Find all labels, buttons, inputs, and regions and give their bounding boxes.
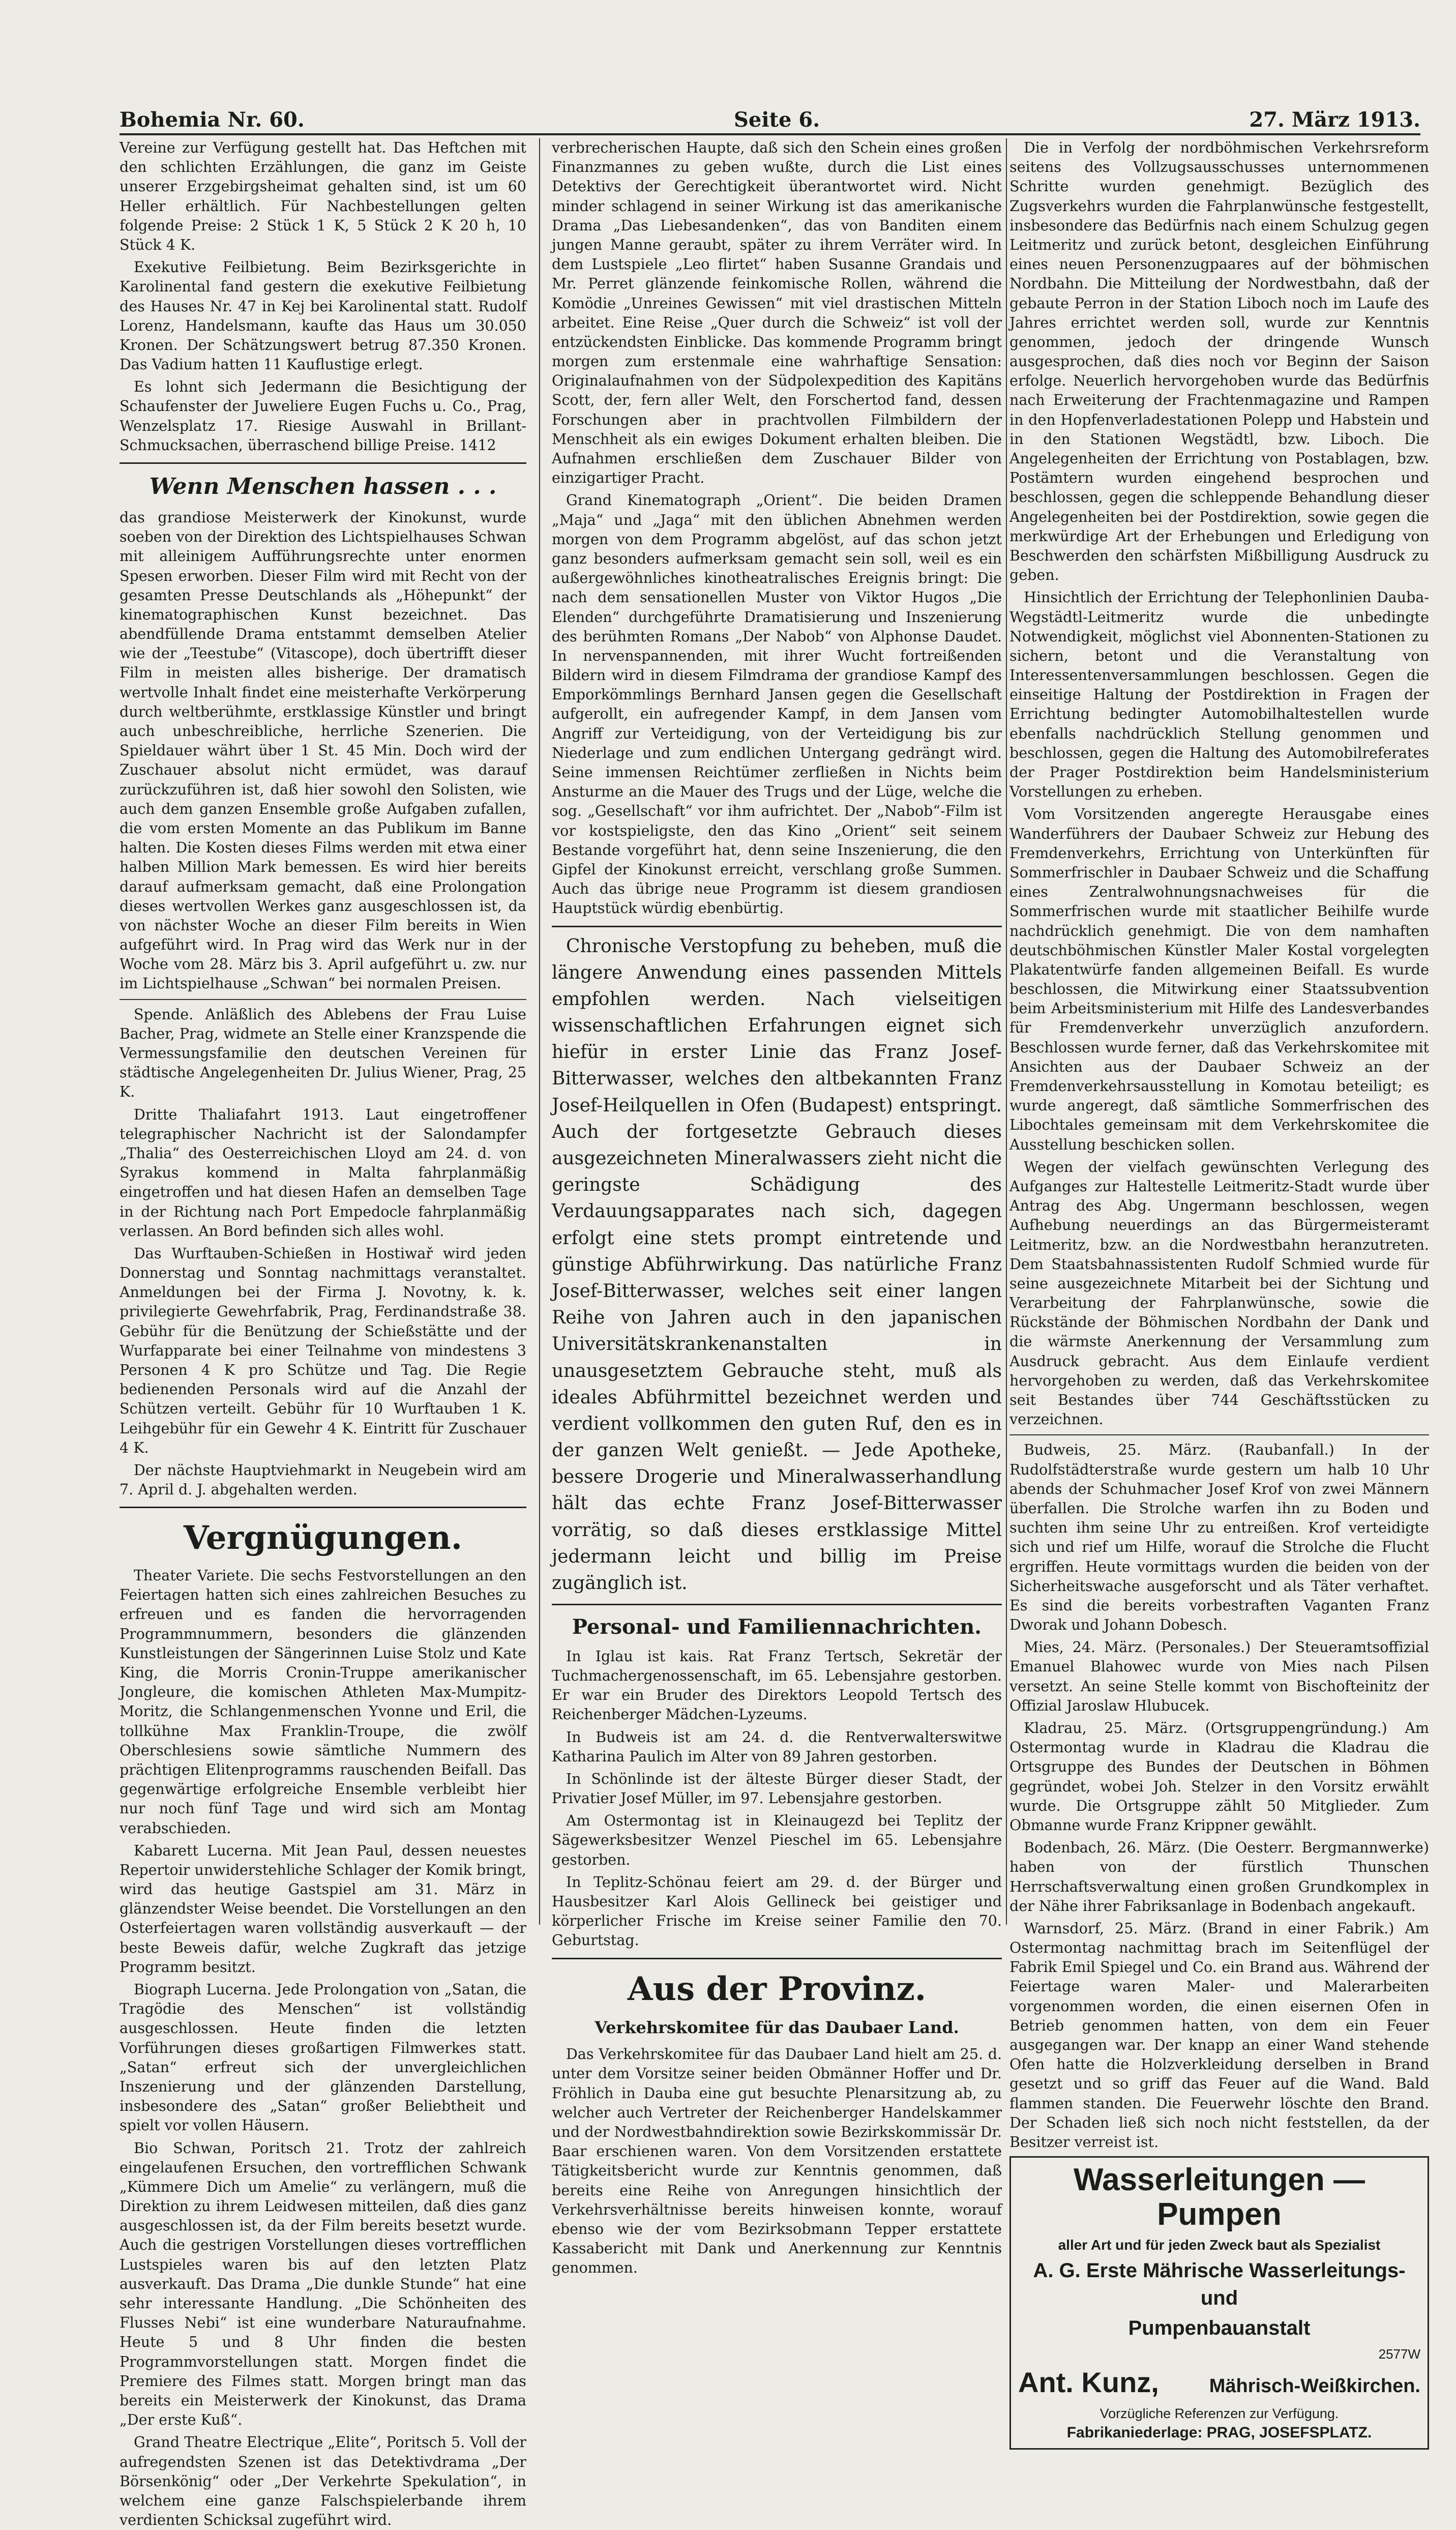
article-paragraph: Spende. Anläßlich des Ablebens der Frau Luise Bacher, Prag, widmete an Stelle einer Kranzspende die Vermessungsfamilie den deutschen Vereinen für städtische Angelegenheiten Dr. Julius Wiener, Prag, 25 K. [120, 1006, 526, 1101]
section-title: Personal- und Familiennachrichten. [572, 1615, 982, 1639]
ad-tagline: aller Art und für jeden Zweck baut als Spezialist [1058, 2237, 1381, 2253]
section-rule [120, 1507, 526, 1508]
ad-references: Vorzügliche Referenzen zur Verfügung. [1100, 2405, 1339, 2421]
section-rule [1009, 1434, 1429, 1435]
article-paragraph: Dritte Thaliafahrt 1913. Laut eingetroffener telegraphischer Nachricht ist der Salondampfer „Thalia“ des Oesterreichischen Lloyd am 24. d. von Syrakus kommend in Malta fahrplanmäßig eingetroffen und hat diesen Hafen an demselben Tage in der Richtung nach Port Empedocle fahrplanmäßig verlassen. An Bord befinden sich alles wohl. [120, 1106, 526, 1240]
article-paragraph: Theater Variete. Die sechs Festvorstellungen an den Feiertagen hatten sich eines zahlreichen Besuches zu erfreuen und es fanden die hervorragenden Programmnummern, besonders die glänzenden Kunstleistungen der Sängerinnen Luise Stolz und Kate King, die Morris Cronin-Truppe amerikanischer Jongleure, die komischen Athleten Max-Mumpitz-Moritz, die Schlangenmenschen Yvonne und Eril, die tollkühne Max Franklin-Troupe, die zwölf Oberschlesiens sowie sämtliche Nummern des prächtigen Elitenprogramms rauschenden Beifall. Das gegenwärtige erfolgreiche Ensemble verbleibt hier nur noch fünf Tage und wird sich am Montag verabschieden. [120, 1567, 526, 1837]
ad-city: Mährisch-Weißkirchen. [1209, 2375, 1420, 2397]
header-date: 27. März 1913. [1249, 107, 1420, 132]
ad-headline: Wasserleitungen — Pumpen [1073, 2162, 1365, 2232]
article-paragraph: In Schönlinde ist der älteste Bürger dieser Stadt, der Privatier Josef Müller, im 97. Lebensjahre gestorben. [552, 1770, 1002, 1807]
article-paragraph: Vom Vorsitzenden angeregte Herausgabe eines Wanderführers der Daubaer Schweiz zur Hebung des Fremdenverkehrs, Errichtung von Unterkünften für Sommerfrischler in Daubaer Schweiz und die Schaffung eines Zentralwohnungsnachweises für die Sommerfrischen wurde mit staatlicher Beihilfe wurde nachdrücklich genehmigt. Die von dem namhaften deutschböhmischen Künstler Maler Kostal vorgelegten Plakatentwürfe fanden allgemeinen Beifall. Es wurde beschlossen, die Mitwirkung einer Staatssubvention beim Arbeitsministerium mit Hilfe des Landesverbandes für Fremdenverkehr unverzüglich anzufordern. Beschlossen wurde ferner, daß das Verkehrskomitee mit Ansichten aus der Daubaer Schweiz an der Fremdenverkehrsausstellung in Komotau beteiligt; es wurde angeregt, daß sämtliche Sommerfrischen des Libochtales gemeinsam mit dem Verkehrskomitee die Ausstellung beschicken sollen. [1009, 806, 1429, 1153]
section-subtitle: Verkehrskomitee für das Daubaer Land. [595, 2018, 959, 2038]
section-title: Vergnügungen. [183, 1519, 463, 1557]
ad-address: Fabrikaniederlage: PRAG, JOSEFSPLATZ. [1066, 2424, 1372, 2441]
ad-firm-line-1: A. G. Erste Mährische Wasserleitungs- und [1033, 2259, 1406, 2309]
ad-code: 2577W [1378, 2346, 1420, 2362]
section-rule [552, 1604, 1002, 1605]
article-paragraph: Kladrau, 25. März. (Ortsgruppengründung.) Am Ostermontag wurde in Kladrau die Kladrau die Ortsgruppe des Bundes der Deutschen in Böhmen gegründet, wobei Joh. Stelzer in den Vorsitz erwählt wurde. Die Ortsgruppe zählt 50 Mitglieder. Zum Obmanne wurde Franz Krippner gewählt. [1009, 1720, 1429, 1834]
article-paragraph: Bodenbach, 26. März. (Die Oesterr. Bergmannwerke) haben von der fürstlich Thunschen Herrschaftsverwaltung einen großen Grundkomplex in der Nähe ihrer Fabriksanlage in Bodenbach angekauft. [1009, 1839, 1429, 1915]
ad-company-name: Ant. Kunz, [1018, 2366, 1159, 2398]
article-paragraph: Das Wurftauben-Schießen in Hostiwař wird jeden Donnerstag und Sonntag nachmittags veranstaltet. Anmeldungen bei der Firma J. Novotny, k. k. privilegierte Gewehrfabrik, Prag, Ferdinandstraße 38. Gebühr für die Benützung der Schießstätte und der Wurfapparate bei einer Teilnahme von mindestens 3 Personen 4 K pro Schütze und Tag. Die Regie bedienenden Personals wird auf die Anzahl der Schützen verteilt. Gebühr für 10 Wurftauben 1 K. Leihgebühr für ein Gewehr 4 K. Eintritt für Zuschauer 4 K. [120, 1245, 526, 1456]
article-paragraph: Hinsichtlich der Errichtung der Telephonlinien Dauba-Wegstädtl-Leitmeritz wurde die unbedingte Notwendigkeit, möglichst viel Abonnenten-Stationen zu sichern, betont und die Veranstaltung von Interessentenversammlungen beschlossen. Gegen die einseitige Haltung der Postdirektion in Fragen der Errichtung bedingter Automobilhaltestellen wurde ebenfalls nachdrücklich Stellung genommen und beschlossen, gegen die Haltung des Automobilreferates der Prager Postdirektion beim Handelsministerium Vorstellungen zu erheben. [1009, 589, 1429, 801]
article-paragraph: das grandiose Meisterwerk der Kinokunst, wurde soeben von der Direktion des Lichtspielhauses Schwan mit alleinigem Aufführungsrechte unter enormen Spesen erworben. Dieser Film wird mit Recht von der gesamten Presse Deutschlands als „Höhepunkt“ der kinematographischen Kunst bezeichnet. Das abendfüllende Drama entstammt demselben Atelier wie der „Teestube“ (Vitascope), doch übertrifft dieser Film in meisten alles bisherige. Der dramatisch wertvolle Inhalt findet eine meisterhafte Verkörperung durch weltberühmte, erstklassige Künstler und bringt auch unbeschreibliche, herrliche Szenerien. Die Spieldauer währt über 1 St. 45 Min. Doch wird der Zuschauer absolut nicht ermüdet, was darauf zurückzuführen ist, daß hier sowohl den Solisten, wie auch dem ganzen Ensemble große Aufgaben zufallen, die vom ersten Momente an das Publikum im Banne halten. Die Kosten dieses Films werden mit etwa einer halben Million Mark bemessen. Es wird hier bereits darauf aufmerksam gemacht, daß eine Prolongation dieses wertvollen Werkes ganz ausgeschlossen ist, da von nächster Woche an dieser Film bereits in Wien aufgeführt wird. In Prag wird das Werk nur in der Woche vom 28. März bis 3. April aufgeführt u. zw. nur im Lichtspielhause „Schwan“ bei normalen Preisen. [120, 509, 526, 992]
article-paragraph: Bio Schwan, Poritsch 21. Trotz der zahlreich eingelaufenen Ersuchen, den vortrefflichen Schwank „Kümmere Dich um Amelie“ zu verlängern, muß die Direktion zu ihrem Leidwesen mitteilen, daß dies ganz ausgeschlossen ist, da der Film bereits besetzt wurde. Auch die gestrigen Vorstellungen dieses vortrefflichen Lustspieles waren bis auf den letzten Platz ausverkauft. Das Drama „Die dunkle Stunde“ hat eine sehr interessante Handlung. „Die Schönheiten des Flusses Nebi“ ist eine wunderbare Naturaufnahme. Heute 5 und 8 Uhr finden die besten Programmvorstellungen statt. Morgen findet die Premiere des Filmes statt. Morgen bringt man das bereits ein Meisterwerk der Kinokunst, das Drama „Der erste Kuß“. [120, 2139, 526, 2429]
article-paragraph: In Budweis ist am 24. d. die Rentverwalterswitwe Katharina Paulich im Alter von 89 Jahren gestorben. [552, 1728, 1002, 1765]
column-1 [120, 138, 526, 2529]
advertisement-notice: Chronische Verstopfung zu beheben, muß die längere Anwendung eines passenden Mittels empfohlen werden. Nach vielseitigen wissenschaftlichen Erfahrungen eignet sich hiefür in erster Linie das Franz Josef-Bitterwasser, welches den altbekannten Franz Josef-Heilquellen in Ofen (Budapest) entspringt. Auch der fortgesetzte Gebrauch dieses ausgezeichneten Mineralwassers zieht nicht die geringste Schädigung des Verdauungsapparates nach sich, dagegen erfolgt eine stets prompt eintretende und günstige Abführwirkung. Das natürliche Franz Josef-Bitterwasser, welches seit einer langen Reihe von Jahren auch in den japanischen Universitätskrankenanstalten in unausgesetztem Gebrauche steht, muß als ideales Abführmittel bezeichnet werden und verdient vollkommen den guten Ruf, den es in der ganzen Welt genießt. — Jede Apotheke, bessere Drogerie und Mineralwasserhandlung hält das echte Franz Josef-Bitterwasser vorrätig, so daß dieses erstklassige Mittel jedermann leicht und billig im Preise zugänglich ist. [552, 935, 1002, 1594]
article-paragraph: Biograph Lucerna. Jede Prolongation von „Satan, die Tragödie des Menschen“ ist vollständig ausgeschlossen. Heute finden die letzten Vorführungen dieses großartigen Filmwerkes statt. „Satan“ erfreut sich der unvergleichlichen Inszenierung und der glänzenden Darstellung, insbesondere des „Satan“ großer Beliebtheit und spielt vor vollen Häusern. [120, 1981, 526, 2134]
article-paragraph: Grand Kinematograph „Orient“. Die beiden Dramen „Maja“ und „Jaga“ mit den üblichen Abnehmen werden morgen von dem Programm abgelöst, auf das schon jetzt ganz besonders aufmerksam gemacht sein soll, weil es ein außergewöhnliches kinotheatralisches Ereignis bringt: Die nach dem sensationellen Muster von Viktor Hugos „Die Elenden“ durchgeführte Dramatisierung und Inszenierung des berühmten Romans „Der Nabob“ von Alphonse Daudet. In nervenspannenden, mit ihrer Wucht fortreißenden Bildern wird in diesem Filmdrama der grandiose Kampf des Emporkömmlings Bernhard Jansen gegen die Gesellschaft aufgerollt, ein aufregender Kampf, in dem Jansen vom Angriff zur Verteidigung, von der Verteidigung bis zur Niederlage und zum endlichen Untergang gedrängt wird. Seine immensen Reichtümer zerfließen in Nichts beim Ansturme an die Mauer des Trugs und der Lüge, welche die sog. „Gesellschaft“ vor ihm aufrichtet. Der „Nabob“-Film ist vor kostspieligste, den das Kino „Orient“ seit seinem Bestande vorgeführt hat, denn seine Inszenierung, die den Gipfel der Kinokunst erreicht, verschlang große Summen. Auch das übrige neue Programm ist diesem grandiosen Hauptstück würdig ebenbürtig. [552, 492, 1002, 917]
section-rule [552, 1958, 1002, 1959]
column-divider-1 [539, 138, 540, 1925]
article-paragraph: Wegen der vielfach gewünschten Verlegung des Aufganges zur Haltestelle Leitmeritz-Stadt wurde über Antrag des Abg. Ungermann beschlossen, wegen Aufhebung neuerdings an das Bürgermeisteramt Leitmeritz, bzw. an die Nordwestbahn heranzutreten. Dem Staatsbahnassistenten Rudolf Schmied wurde für seine ausgezeichnete Mitarbeit bei der Sichtung und Verarbeitung der Fahrplanwünsche, sowie die Rückstände der Böhmischen Nordbahn der Dank und die wärmste Anerkennung der Versammlung zum Ausdruck gebracht. Aus dem Einlaufe verdient hervorgehoben zu werden, daß das Verkehrskomitee seit Bestandes über 744 Geschäftsstücken zu verzeichnen. [1009, 1158, 1429, 1428]
advertisement-notice: Es lohnt sich Jedermann die Besichtigung der Schaufenster der Juweliere Eugen Fuchs u. Co., Prag, Wenzelsplatz 17. Riesige Auswahl in Brillant-Schmucksachen, überraschend billige Preise. 1412 [120, 378, 526, 454]
article-paragraph: Grand Theatre Electrique „Elite“, Poritsch 5. Voll der aufregendsten Szenen ist das Detektivdrama „Der Börsenkönig“ oder „Der Verkehrte Spekulation“, in welchem eine ganze Falschspielerbande ihrem verdienten Schicksal zugeführt wird. [120, 2434, 526, 2529]
article-paragraph: Exekutive Feilbietung. Beim Bezirksgerichte in Karolinental fand gestern die exekutive Feilbietung des Hauses Nr. 47 in Kej bei Karolinental statt. Rudolf Lorenz, Handelsmann, kaufte das Haus um 30.050 Kronen. Der Schätzungswert betrug 87.350 Kronen. Das Vadium hatten 11 Kauflustige erlegt. [120, 259, 526, 373]
section-rule [120, 999, 526, 1000]
section-title: Wenn Menschen hassen . . . [149, 474, 497, 499]
article-paragraph: Die in Verfolg der nordböhmischen Verkehrsreform seitens des Vollzugsausschusses unternommenen Schritte wurden genehmigt. Bezüglich des Zugsverkehrs wurden die Fahrplanwünsche festgestellt, insbesondere das Bedürfnis nach einem Schulzug gegen Leitmeritz und zurück betont, desgleichen Einführung eines neuen Personenzugpaares auf der böhmischen Nordbahn. Die Mitteilung der Nordwestbahn, daß der gebaute Perron in der Station Liboch noch im Laufe des Jahres errichtet werden soll, wurde zur Kenntnis genommen, jedoch der dringende Wunsch ausgesprochen, daß dies noch vor Beginn der Saison erfolge. Neuerlich hervorgehoben wurde das Bedürfnis nach Erweiterung der Frachtenmagazine und Rampen in den Hopfenverladestationen Polepp und Habstein und in den Stationen Wegstädtl, bzw. Liboch. Die Angelegenheiten der Errichtung von Postablagen, bzw. Postämtern wurden eingehend besprochen und beschlossen, gegen die schleppende Behandlung dieser Angelegenheiten bei der Postdirektion, sowie gegen die merkwürdige Art der Erhebungen und Erledigung von Beschwerden den schärfsten Mißbilligung Ausdruck zu geben. [1009, 139, 1429, 584]
ad-firm-line-2: Pumpenbauanstalt [1128, 2317, 1311, 2340]
column-divider-2 [1006, 138, 1007, 1925]
ad-name-row [1018, 2363, 1420, 2401]
section-rule [552, 926, 1002, 927]
article-paragraph: Budweis, 25. März. (Raubanfall.) In der Rudolfstädterstraße wurde gestern um halb 10 Uhr abends der Schuhmacher Josef Krof von zwei Männern überfallen. Die Strolche warfen ihn zu Boden und suchten ihm seine Uhr zu entreißen. Krof verteidigte sich und rief um Hilfe, worauf die Strolche die Flucht ergriffen. Heute vormittags wurden die beiden von der Sicherheitswache ausgeforscht und als Täter verhaftet. Es sind die bereits vorbestraften Vaganten Franz Dworak und Johann Dobesch. [1009, 1441, 1429, 1634]
article-paragraph: Am Ostermontag ist in Kleinaugezd bei Teplitz der Sägewerksbesitzer Wenzel Pieschel im 65. Lebensjahre gestorben. [552, 1812, 1002, 1868]
section-rule [120, 462, 526, 464]
section-title: Aus der Provinz. [627, 1969, 927, 2008]
article-paragraph: Das Verkehrskomitee für das Daubaer Land hielt am 25. d. unter dem Vorsitze seiner beiden Obmänner Hoffer und Dr. Fröhlich in Dauba eine gut besuchte Plenarsitzung ab, zu welcher auch Vertreter der Reichenberger Handelskammer und der Nordwestbahndirektion sowie Bezirkskommissär Dr. Baar erschienen waren. Von dem Vorsitzenden erstattete Tätigkeitsbericht wurde zur Kenntnis genommen, daß bereits eine Reihe von Anregungen hinsichtlich der Verkehrsverhältnisse bereits hinweisen konnte, worauf ebenso wie der vom Bezirksobmann Tepper erstattete Kassabericht mit Dank und Anerkennung zur Kenntnis genommen. [552, 2046, 1002, 2277]
header-rule [120, 133, 1420, 135]
column-2 [552, 138, 1002, 2277]
column-3 [1009, 138, 1429, 2441]
article-paragraph: Vereine zur Verfügung gestellt hat. Das Heftchen mit den schlichten Erzählungen, die ganz im Geiste unserer Erzgebirgsheimat gehalten sind, ist um 60 Heller erhältlich. Für Nachbestellungen gelten folgende Preise: 2 Stück 1 K, 5 Stück 2 K 20 h, 10 Stück 4 K. [120, 139, 526, 253]
article-paragraph: In Teplitz-Schönau feiert am 29. d. der Bürger und Hausbesitzer Karl Alois Gellineck bei geistiger und körperlicher Frische im Kreise seiner Familie den 70. Geburtstag. [552, 1873, 1002, 1949]
article-paragraph: verbrecherischen Haupte, daß sich den Schein eines großen Finanzmannes zu geben wußte, durch die List eines Detektivs der Gerechtigkeit überantwortet wird. Nicht minder schlagend in seiner Wirkung ist das amerikanische Drama „Das Liebesandenken“, das von Banditen einem jungen Manne geraubt, später zu ihrem Verräter wird. In dem Lustspiele „Leo flirtet“ haben Susanne Grandais und Mr. Perret glänzende feinkomische Rollen, während die Komödie „Unreines Gewissen“ mit viel drastischen Mitteln arbeitet. Eine Reise „Quer durch die Schweiz“ ist voll der entzückendsten Einblicke. Das kommende Programm bringt morgen zum erstenmale eine wahrhaftige Sensation: Originalaufnahmen von der Südpolexpedition des Kapitäns Scott, der, fern aller Welt, den Forschertod fand, dessen Forschungen aber in prachtvollen Filmbildern der Menschheit als ein ewiges Dokument erhalten bleiben. Die Aufnahmen erschließen dem Zuschauer Bilder von einzigartiger Pracht. [552, 139, 1002, 487]
header-issue: Bohemia Nr. 60. [120, 107, 305, 132]
article-paragraph: Kabarett Lucerna. Mit Jean Paul, dessen neuestes Repertoir unwiderstehliche Schlager der Komik bringt, wird das heutige Gastspiel am 31. März in glänzendster Weise beendet. Die Vorstellungen an den Osterfeiertagen waren vollständig ausverkauft — der beste Beweis dafür, welche Zugkraft das jetzige Programm besitzt. [120, 1842, 526, 1976]
article-paragraph: Warnsdorf, 25. März. (Brand in einer Fabrik.) Am Ostermontag nachmittag brach im Seitenflügel der Fabrik Emil Spiegel und Co. ein Brand aus. Während der Feiertage waren Maler- und Malerarbeiten vorgenommen worden, die einen eisernen Ofen in Betrieb genommen hatten, von dem ein Feuer ausgegangen war. Der knapp an einer Wand stehende Ofen hatte die Holzverkleidung derselben in Brand gesetzt und so griff das Feuer auf die Wand. Bald flammen standen. Die Feuerwehr löschte den Brand. Der Schaden ließ sich noch nicht feststellen, da der Besitzer verreist ist. [1009, 1920, 1429, 2151]
article-paragraph: Mies, 24. März. (Personales.) Der Steueramtsoffizial Emanuel Blahowec wurde von Mies nach Pilsen versetzt. An seine Stelle kommt von Bischofteinitz der Offizial Jaroslaw Hlubucek. [1009, 1639, 1429, 1714]
article-paragraph: Der nächste Hauptviehmarkt in Neugebein wird am 7. April d. J. abgehalten werden. [120, 1461, 526, 1498]
header-page-number: Seite 6. [733, 107, 820, 132]
advertisement-box [1009, 2156, 1429, 2450]
running-header [120, 102, 1420, 137]
article-paragraph: In Iglau ist kais. Rat Franz Tertsch, Sekretär der Tuchmachergenossenschaft, im 65. Lebensjahre gestorben. Er war ein Bruder des Direktors Leopold Tertsch des Reichenberger Mädchen-Lyzeums. [552, 1648, 1002, 1723]
